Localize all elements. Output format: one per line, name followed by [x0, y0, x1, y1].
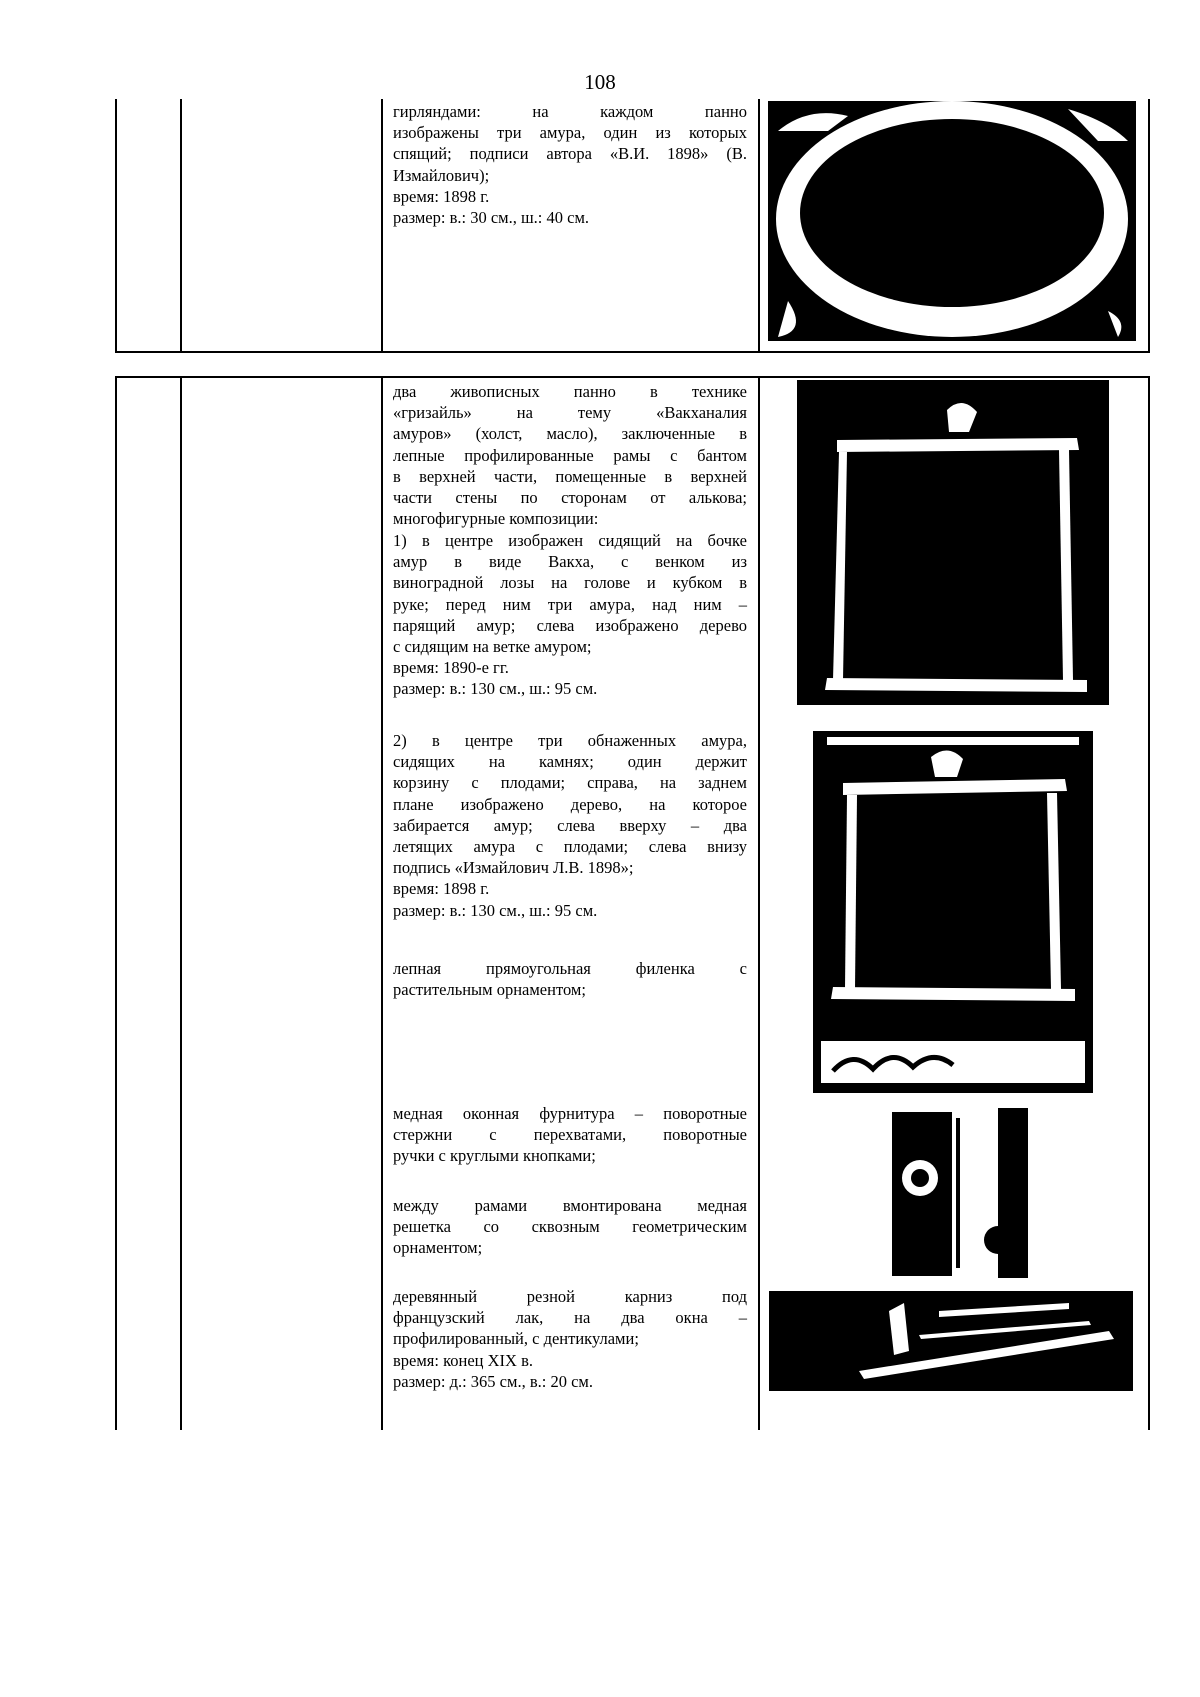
- text-line: амур в виде Вакха, с венком из: [393, 552, 747, 572]
- text-line: изображены три амура, один из которых: [393, 123, 747, 143]
- cornice-photo: [769, 1291, 1133, 1391]
- text-line: спящий; подписи автора «В.И. 1898» (В.: [393, 144, 747, 164]
- text-line: растительным орнаментом;: [393, 980, 586, 1000]
- text-line: лепная прямоугольная филенка с: [393, 959, 747, 978]
- text-line: Измайлович);: [393, 165, 490, 185]
- text-line: между рамами вмонтирована медная: [393, 1196, 747, 1215]
- col-border-right: [1148, 376, 1150, 1430]
- text-line: сидящих на камнях; один держит: [393, 752, 747, 772]
- grisaille-panel-1-photo: [797, 380, 1109, 715]
- text-line: парящий амур; слева изображено дерево: [393, 615, 747, 635]
- text-line: 1) в центре изображен сидящий на бочке: [393, 531, 747, 550]
- col-border-left: [115, 99, 117, 352]
- text-line: размер: в.: 130 см., ш.: 95 см.: [393, 679, 598, 699]
- window-hardware-photo: [880, 1108, 1030, 1278]
- text-line: забирается амур; слева вверху – два: [393, 815, 747, 835]
- grisaille-panel-2-photo: [813, 731, 1093, 1093]
- panel-2-description: [393, 730, 747, 921]
- text-line: подпись «Измайлович Л.В. 1898»;: [393, 858, 634, 878]
- cornice-description: [393, 1286, 747, 1392]
- text-line: размер: д.: 365 см., в.: 20 см.: [393, 1371, 593, 1391]
- text-line: амуров» (холст, масло), заключенные в: [393, 424, 747, 444]
- text-line: в верхней части, помещенные в верхней: [393, 466, 747, 486]
- text-line: гирляндами: на каждом панно: [393, 102, 747, 121]
- window-hardware-description: [393, 1103, 747, 1167]
- text-line: 2) в центре три обнаженных амура,: [393, 731, 747, 750]
- text-line: деревянный резной карниз под: [393, 1287, 747, 1306]
- oval-frame-photo: [768, 101, 1136, 341]
- text-line: ручки с круглыми кнопками;: [393, 1146, 596, 1166]
- text-line: многофигурные композиции:: [393, 509, 599, 529]
- col-border-1: [180, 376, 182, 1430]
- text-line: время: конец XIX в.: [393, 1350, 534, 1370]
- text-line: время: 1890-е гг.: [393, 658, 509, 678]
- row-border-bottom: [115, 351, 1150, 353]
- text-line: размер: в.: 30 см., ш.: 40 см.: [393, 208, 590, 228]
- text-line: руке; перед ним три амура, над ним –: [393, 594, 747, 614]
- text-line: профилированный, с дентикулами;: [393, 1329, 639, 1349]
- panel-1-description: [393, 530, 747, 700]
- text-line: время: 1898 г.: [393, 186, 490, 206]
- text-line: летящих амура с плодами; слева внизу: [393, 837, 747, 857]
- panels-intro: [393, 381, 747, 529]
- text-line: лепные профилированные рамы с бантом: [393, 445, 747, 465]
- col-border-left: [115, 376, 117, 1430]
- text-line: «гризайль» на тему «Вакханалия: [393, 403, 747, 423]
- text-line: корзину с плодами; справа, на заднем: [393, 773, 747, 793]
- text-line: с сидящим на ветке амуром;: [393, 637, 592, 657]
- text-line: французский лак, на два окна –: [393, 1308, 747, 1328]
- molding-description: [393, 958, 747, 1000]
- col-border-2: [381, 376, 383, 1430]
- text-line: части стены по сторонам от алькова;: [393, 488, 747, 508]
- text-line: размер: в.: 130 см., ш.: 95 см.: [393, 900, 598, 920]
- col-border-1: [180, 99, 182, 352]
- col-border-right: [1148, 99, 1150, 352]
- text-line: стержни с перехватами, поворотные: [393, 1125, 747, 1145]
- text-line: время: 1898 г.: [393, 879, 490, 899]
- text-line: виноградной лозы на голове и кубком в: [393, 573, 747, 593]
- text-line: медная оконная фурнитура – поворотные: [393, 1104, 747, 1123]
- row1-description: [393, 101, 747, 228]
- text-line: орнаментом;: [393, 1238, 483, 1258]
- col-border-2: [381, 99, 383, 352]
- col-border-3: [758, 376, 760, 1430]
- text-line: два живописных панно в технике: [393, 382, 747, 401]
- text-line: решетка со сквозным геометрическим: [393, 1217, 747, 1237]
- grille-description: [393, 1195, 747, 1259]
- col-border-3: [758, 99, 760, 352]
- text-line: плане изображено дерево, на которое: [393, 794, 747, 814]
- page-number: 108: [584, 70, 616, 94]
- row-border-top: [115, 376, 1150, 378]
